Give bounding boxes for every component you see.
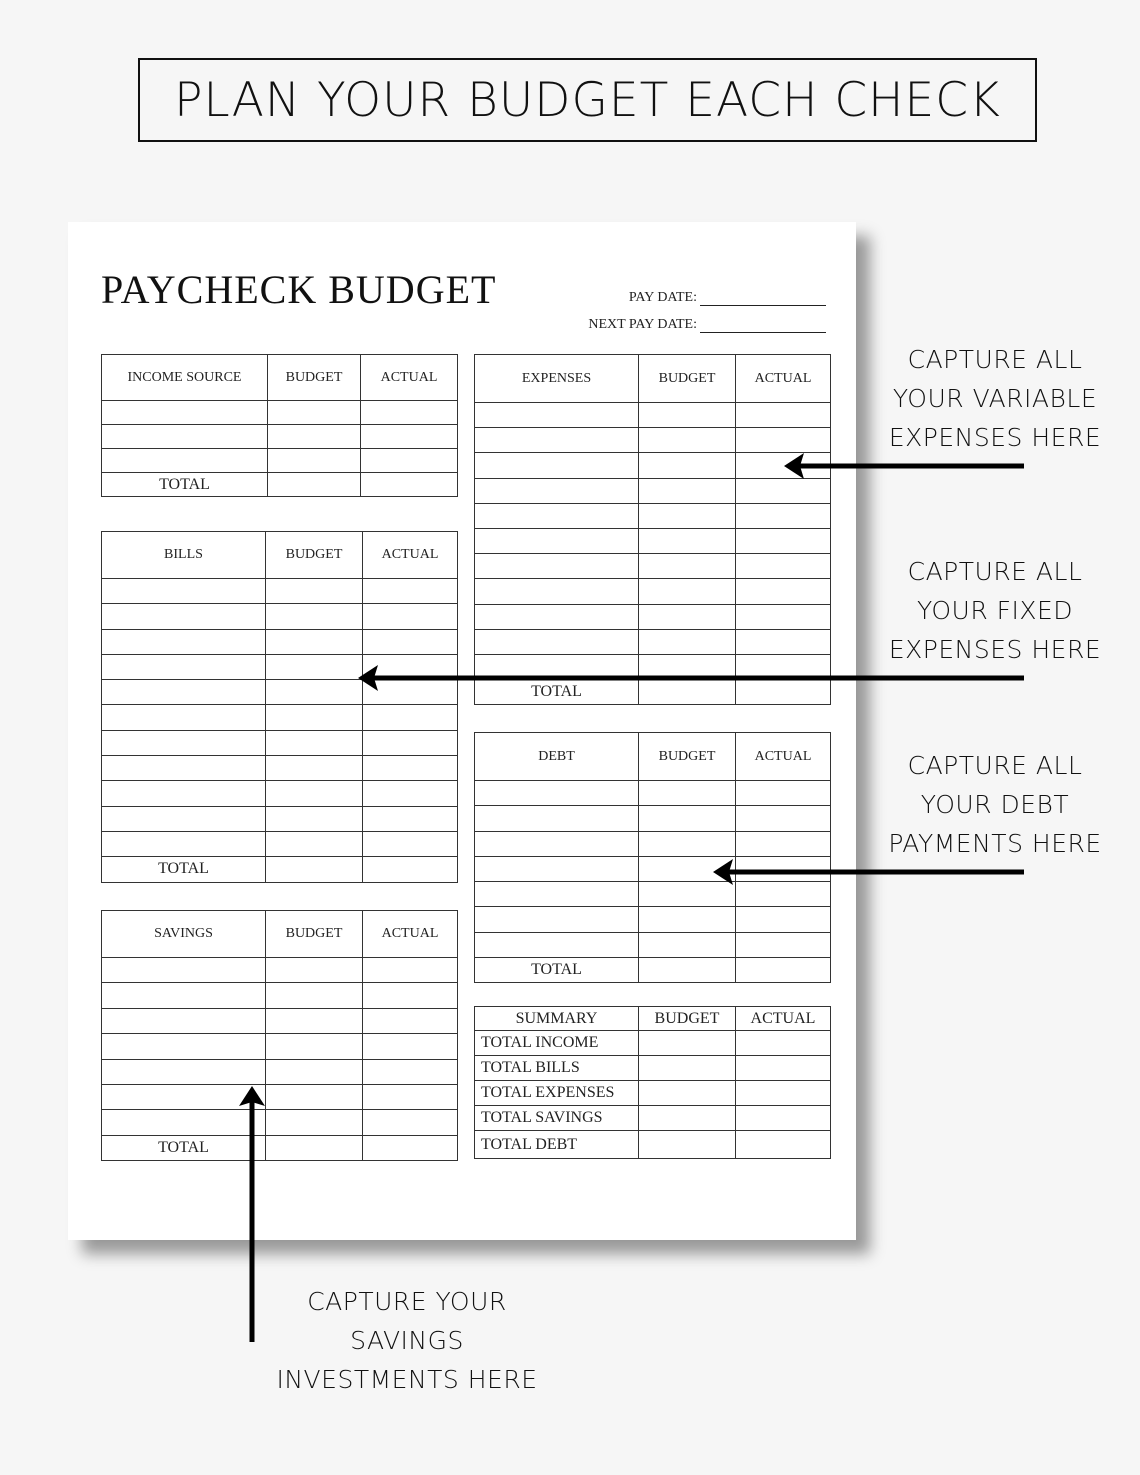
- summary-header-budget: BUDGET: [639, 1007, 736, 1031]
- sheet-title: PAYCHECK BUDGET: [101, 267, 497, 312]
- summary-row-label: TOTAL DEBT: [475, 1131, 639, 1159]
- expenses-header-label: EXPENSES: [475, 355, 639, 403]
- callout-line: CAPTURE ALL: [907, 751, 1083, 780]
- callout-line: CAPTURE ALL: [907, 557, 1083, 586]
- expenses-total-label: TOTAL: [475, 680, 639, 705]
- callout-line: EXPENSES HERE: [888, 423, 1102, 452]
- bills-header-actual: ACTUAL: [363, 532, 458, 579]
- debt-header-label: DEBT: [475, 733, 639, 781]
- income-total-label: TOTAL: [102, 473, 268, 497]
- summary-row-label: TOTAL INCOME: [475, 1031, 639, 1056]
- callout-line: CAPTURE ALL: [907, 345, 1083, 374]
- bills-header-budget: BUDGET: [266, 532, 363, 579]
- pay-date-label: PAY DATE:: [628, 290, 697, 305]
- summary-row-label: TOTAL SAVINGS: [475, 1106, 639, 1131]
- debt-header-budget: BUDGET: [639, 733, 736, 781]
- expenses-header-actual: ACTUAL: [736, 355, 831, 403]
- summary-header-actual: ACTUAL: [736, 1007, 831, 1031]
- callout-line: YOUR VARIABLE: [892, 384, 1098, 413]
- savings-header-label: SAVINGS: [102, 911, 266, 958]
- bills-total-label: TOTAL: [102, 857, 266, 882]
- savings-header-budget: BUDGET: [266, 911, 363, 958]
- savings-header-actual: ACTUAL: [363, 911, 458, 958]
- bills-header-label: BILLS: [102, 532, 266, 579]
- debt-header-actual: ACTUAL: [736, 733, 831, 781]
- callout-line: YOUR DEBT: [920, 790, 1070, 819]
- next-pay-date-label: NEXT PAY DATE:: [588, 317, 697, 332]
- callout-line: PAYMENTS HERE: [888, 829, 1102, 858]
- callout-line: YOUR FIXED: [916, 596, 1074, 625]
- debt-total-label: TOTAL: [475, 958, 639, 983]
- savings-total-label: TOTAL: [102, 1135, 266, 1160]
- income-header-actual: ACTUAL: [361, 355, 458, 401]
- callout-line: INVESTMENTS HERE: [276, 1365, 538, 1394]
- summary-row-label: TOTAL EXPENSES: [475, 1081, 639, 1106]
- callout-line: CAPTURE YOUR: [307, 1287, 507, 1316]
- income-header-label: INCOME SOURCE: [102, 355, 268, 401]
- callout-line: EXPENSES HERE: [888, 635, 1102, 664]
- callout-line: SAVINGS: [350, 1326, 464, 1355]
- expenses-header-budget: BUDGET: [639, 355, 736, 403]
- summary-row-label: TOTAL BILLS: [475, 1056, 639, 1081]
- banner-title: PLAN YOUR BUDGET EACH CHECK: [138, 58, 1037, 142]
- income-header-budget: BUDGET: [268, 355, 361, 401]
- summary-header-label: SUMMARY: [475, 1007, 639, 1031]
